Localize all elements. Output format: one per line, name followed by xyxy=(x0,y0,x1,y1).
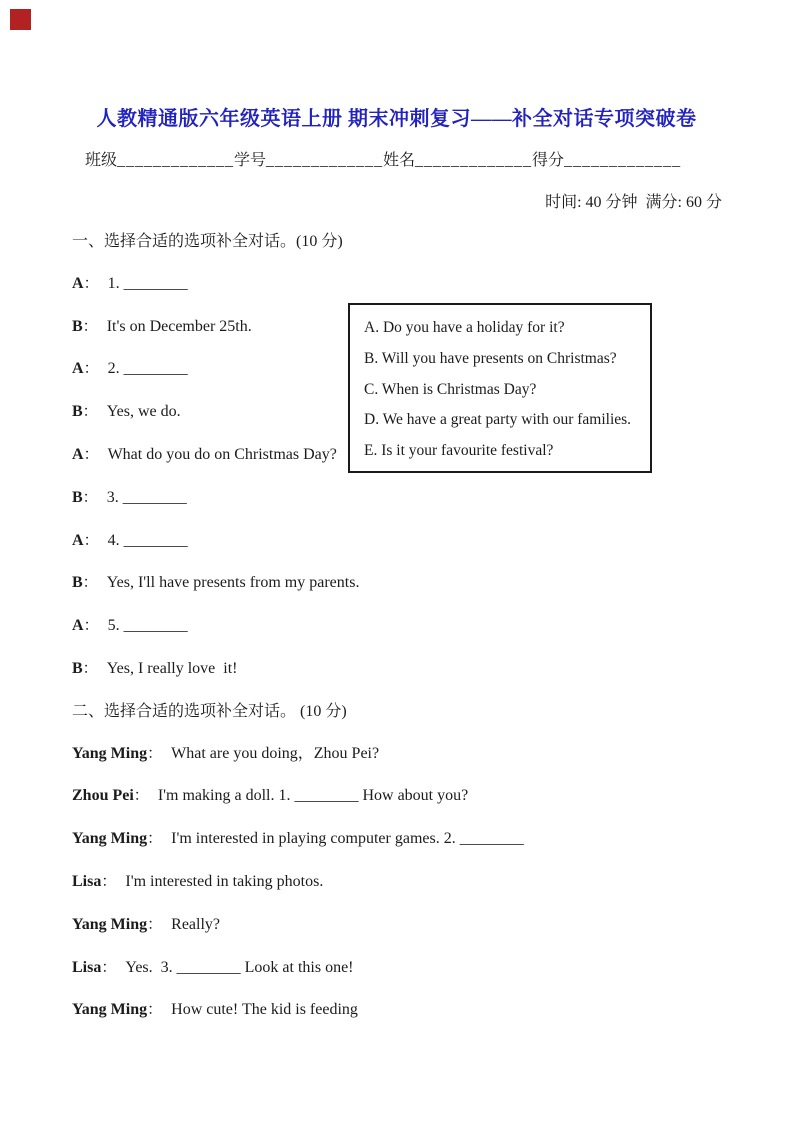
speaker-label: Yang Ming xyxy=(72,915,148,933)
option-item-a: A. Do you have a holiday for it? xyxy=(364,319,565,336)
dialogue-line xyxy=(72,861,732,904)
colon-separator: ： xyxy=(82,660,98,677)
dialogue-line xyxy=(72,434,732,477)
field-number-blank: _____________ xyxy=(266,152,384,169)
line-text: 4. ________ xyxy=(107,531,188,549)
section-1-heading: 一、选择合适的选项补全对话。(10 分) xyxy=(72,233,343,250)
dialogue-line xyxy=(72,562,732,605)
colon-separator: ： xyxy=(133,788,149,805)
field-score-label: 得分 xyxy=(532,152,565,169)
colon-separator: ： xyxy=(147,745,163,762)
speaker-label: Lisa xyxy=(72,872,102,890)
student-info-row xyxy=(85,147,682,170)
colon-separator: ： xyxy=(82,489,98,506)
section-2-heading: 二、选择合适的选项补全对话。 (10 分) xyxy=(72,702,347,720)
line-text: It's on December 25th. xyxy=(106,317,252,335)
line-text: Yes, we do. xyxy=(106,403,181,421)
field-score-blank: _____________ xyxy=(564,152,682,169)
colon-separator: ： xyxy=(82,404,98,421)
speaker-label: B xyxy=(72,403,83,421)
dialogue-line xyxy=(72,348,732,391)
speaker-label: A xyxy=(72,360,84,378)
colon-separator: ： xyxy=(147,916,163,933)
red-corner-marker xyxy=(10,9,31,30)
dialogue-line xyxy=(72,605,732,648)
field-name-label: 姓名 xyxy=(383,152,416,169)
dialogue-line xyxy=(72,904,732,947)
dialogue-line xyxy=(72,477,732,520)
speaker-label: Yang Ming xyxy=(72,744,148,762)
line-text: 2. ________ xyxy=(107,360,188,378)
exam-body xyxy=(72,221,732,1032)
speaker-label: Lisa xyxy=(72,958,102,976)
colon-separator: ： xyxy=(83,275,99,292)
field-name xyxy=(383,147,532,170)
line-text: What are you doing，Zhou Pei? xyxy=(171,744,380,762)
option-item-d: D. We have a great party with our families. xyxy=(364,411,632,429)
speaker-label: A xyxy=(72,617,84,635)
speaker-label: Yang Ming xyxy=(72,830,148,848)
dialogue-line xyxy=(72,391,732,434)
colon-separator: ： xyxy=(82,318,98,335)
colon-separator: ： xyxy=(147,1002,163,1019)
line-text: 3. ________ xyxy=(106,488,187,506)
speaker-label: B xyxy=(72,317,83,335)
dialogue-line xyxy=(72,818,732,861)
speaker-label: B xyxy=(72,488,83,506)
field-class xyxy=(85,147,234,170)
speaker-label: A xyxy=(72,445,84,463)
line-text: 1. ________ xyxy=(107,274,188,292)
line-text: Really? xyxy=(171,915,221,933)
colon-separator: ： xyxy=(147,831,163,848)
dialogue-line xyxy=(72,263,732,306)
line-text: Yes, I'll have presents from my parents. xyxy=(106,574,360,592)
speaker-label: Zhou Pei xyxy=(72,787,134,805)
colon-separator: ： xyxy=(83,532,99,549)
colon-separator: ： xyxy=(82,575,98,592)
page-title: 人教精通版六年级英语上册 期末冲刺复习——补全对话专项突破卷 xyxy=(96,108,697,130)
colon-separator: ： xyxy=(83,446,99,463)
dialogue-line xyxy=(72,648,732,691)
dialogue-line xyxy=(72,989,732,1032)
dialogue-line xyxy=(72,306,732,349)
line-text: I'm making a doll. 1. ________ How about you? xyxy=(157,787,469,805)
speaker-label: B xyxy=(72,574,83,592)
line-text: 5. ________ xyxy=(107,617,188,635)
speaker-label: B xyxy=(72,659,83,677)
option-item-e: E. Is it your favourite festival? xyxy=(364,442,554,460)
field-number-label: 学号 xyxy=(234,152,267,169)
dialogue-line xyxy=(72,775,732,818)
option-item-b: B. Will you have presents on Christmas? xyxy=(364,349,617,367)
speaker-label: Yang Ming xyxy=(72,1001,148,1019)
time-and-total-score: 时间: 40 分钟 满分: 60 分 xyxy=(545,194,722,211)
colon-separator: ： xyxy=(83,361,99,378)
colon-separator: ： xyxy=(101,873,117,890)
speaker-label: A xyxy=(72,274,84,292)
line-text: How cute! The kid is feeding xyxy=(171,1001,358,1019)
speaker-label: A xyxy=(72,531,84,549)
field-score xyxy=(532,147,681,170)
dialogue-line xyxy=(72,733,732,776)
line-text: I'm interested in taking photos. xyxy=(125,872,324,890)
colon-separator: ： xyxy=(101,959,117,976)
field-number xyxy=(234,147,383,170)
line-text: Yes. 3. ________ Look at this one! xyxy=(125,958,354,976)
line-text: What do you do on Christmas Day? xyxy=(107,445,337,463)
field-class-blank: _____________ xyxy=(117,152,235,169)
option-item-c: C. When is Christmas Day? xyxy=(364,380,537,398)
dialogue-line xyxy=(72,947,732,990)
dialogue-line xyxy=(72,520,732,563)
colon-separator: ： xyxy=(83,618,99,635)
line-text: I'm interested in playing computer games. 2. ________ xyxy=(171,830,524,848)
line-text: Yes, I really love it! xyxy=(106,659,238,677)
field-name-blank: _____________ xyxy=(415,152,533,169)
field-class-label: 班级 xyxy=(85,152,118,169)
